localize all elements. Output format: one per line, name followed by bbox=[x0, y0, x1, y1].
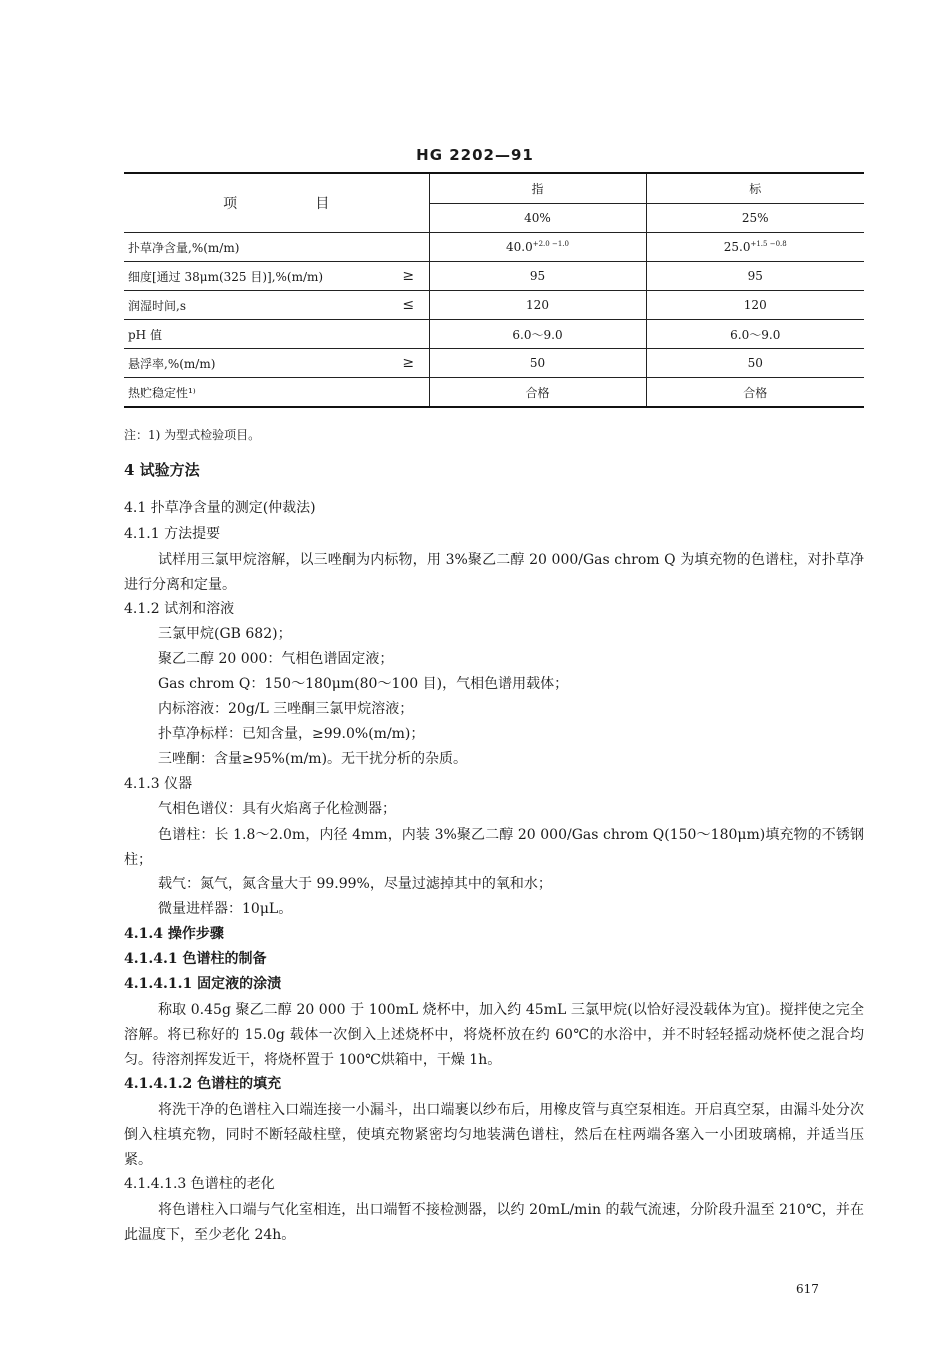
table-row bbox=[124, 291, 864, 320]
row-operator: ≥ bbox=[388, 349, 429, 378]
table-header-index-2: 标 bbox=[646, 173, 864, 203]
row-operator bbox=[388, 378, 429, 408]
table-header-25: 25% bbox=[646, 203, 864, 233]
section-4-1-4-1-3-title: 4.1.4.1.3 色谱柱的老化 bbox=[124, 1176, 275, 1192]
section-4-1-4-1-title: 4.1.4.1 色谱柱的制备 bbox=[124, 951, 267, 967]
spec-table bbox=[124, 172, 864, 408]
row-item: 细度[通过 38μm(325 目)],%(m/m) bbox=[124, 262, 388, 291]
paragraph-4-1-4-1-1: 称取 0.45g 聚乙二醇 20 000 于 100mL 烧杯中，加入约 45mL 三氯甲烷(以恰好浸没载体为宜)。搅拌使之完全溶解。将已称好的 15.0g 载体一次倒入上述烧杯中，将烧杯放在约 60℃的水浴中，并不时轻轻摇动烧杯使之混合均匀。待溶剂挥发近干，将烧杯置于 100℃烘箱中，干燥 1h。 bbox=[124, 1002, 864, 1068]
reagent-line: 扑草净标样：已知含量，≥99.0%(m/m)； bbox=[158, 726, 425, 742]
section-4-1-title: 4.1 扑草净含量的测定(仲裁法) bbox=[124, 500, 316, 516]
section-4-1-4-title: 4.1.4 操作步骤 bbox=[124, 926, 224, 942]
row-value-40 bbox=[429, 233, 646, 262]
document-code: HG 2202—91 bbox=[416, 146, 534, 164]
section-4-1-4-1-2-title: 4.1.4.1.2 色谱柱的填充 bbox=[124, 1076, 282, 1092]
row-value-25: 6.0～9.0 bbox=[646, 320, 864, 349]
row-operator bbox=[388, 233, 429, 262]
section-4-title: 4 试验方法 bbox=[124, 461, 200, 479]
table-header-index-1: 指 bbox=[429, 173, 646, 203]
value-25-main: 25.0 bbox=[723, 240, 751, 254]
section-4-1-3-title: 4.1.3 仪器 bbox=[124, 776, 193, 792]
table-note: 注：1) 为型式检验项目。 bbox=[124, 428, 261, 442]
table-header-item bbox=[124, 173, 429, 233]
paragraph-4-1-1: 试样用三氯甲烷溶解，以三唑酮为内标物，用 3%聚乙二醇 20 000/Gas chrom Q 为填充物的色谱柱，对扑草净进行分离和定量。 bbox=[124, 552, 864, 593]
row-value-40: 95 bbox=[429, 262, 646, 291]
reagent-line: 三氯甲烷(GB 682)； bbox=[158, 626, 292, 642]
page-number: 617 bbox=[796, 1282, 819, 1296]
paragraph-4-1-4-1-3: 将色谱柱入口端与气化室相连，出口端暂不接检测器，以约 20mL/min 的载气流速，分阶段升温至 210℃，并在此温度下，至少老化 24h。 bbox=[124, 1202, 864, 1243]
row-operator: ≥ bbox=[388, 262, 429, 291]
row-item: 热贮稳定性¹⁾ bbox=[124, 378, 388, 408]
paragraph-4-1-4-1-2: 将洗干净的色谱柱入口端连接一小漏斗，出口端裹以纱布后，用橡皮管与真空泵相连。开启真空泵，由漏斗处分次倒入柱填充物，同时不断轻敲柱壁，使填充物紧密均匀地装满色谱柱，然后在柱两端各塞入一小团玻璃棉，并适当压紧。 bbox=[124, 1102, 864, 1168]
value-40-tolerance: +2.0 −1.0 bbox=[532, 240, 569, 248]
row-value-25 bbox=[646, 233, 864, 262]
section-4-1-2-title: 4.1.2 试剂和溶液 bbox=[124, 601, 235, 617]
table-row bbox=[124, 378, 864, 408]
value-40-main: 40.0 bbox=[506, 240, 533, 254]
instrument-line: 色谱柱：长 1.8～2.0m，内径 4mm，内装 3%聚乙二醇 20 000/Gas chrom Q(150～180μm)填充物的不锈钢柱； bbox=[124, 827, 864, 868]
reagent-line: 内标溶液：20g/L 三唑酮三氯甲烷溶液； bbox=[158, 701, 414, 717]
instrument-line: 气相色谱仪：具有火焰离子化检测器； bbox=[158, 801, 396, 817]
row-value-25: 50 bbox=[646, 349, 864, 378]
row-operator: ≤ bbox=[388, 291, 429, 320]
instrument-line: 载气：氮气，氮含量大于 99.99%，尽量过滤掉其中的氧和水； bbox=[158, 876, 552, 892]
row-value-40: 合格 bbox=[429, 378, 646, 408]
section-4-1-1-title: 4.1.1 方法提要 bbox=[124, 526, 221, 542]
table-row bbox=[124, 349, 864, 378]
reagent-line: 三唑酮：含量≥95%(m/m)。无干扰分析的杂质。 bbox=[158, 751, 468, 767]
spec-table-wrapper bbox=[124, 172, 864, 408]
instrument-line: 微量进样器：10μL。 bbox=[158, 901, 293, 917]
row-value-40: 120 bbox=[429, 291, 646, 320]
row-item: 润湿时间,s bbox=[124, 291, 388, 320]
table-header-40: 40% bbox=[429, 203, 646, 233]
row-item: pH 值 bbox=[124, 320, 388, 349]
header-item-char-2: 目 bbox=[315, 196, 330, 212]
row-value-25: 120 bbox=[646, 291, 864, 320]
header-item-char-1: 项 bbox=[223, 196, 238, 212]
row-value-40: 50 bbox=[429, 349, 646, 378]
table-row bbox=[124, 262, 864, 291]
table-row bbox=[124, 233, 864, 262]
section-4-1-4-1-1-title: 4.1.4.1.1 固定液的涂渍 bbox=[124, 976, 282, 992]
reagent-line: 聚乙二醇 20 000：气相色谱固定液； bbox=[158, 651, 394, 667]
reagent-line: Gas chrom Q：150～180μm(80～100 目)，气相色谱用载体； bbox=[158, 676, 569, 692]
value-25-tolerance: +1.5 −0.8 bbox=[750, 240, 787, 248]
row-value-40: 6.0～9.0 bbox=[429, 320, 646, 349]
row-operator bbox=[388, 320, 429, 349]
row-value-25: 合格 bbox=[646, 378, 864, 408]
row-value-25: 95 bbox=[646, 262, 864, 291]
row-item: 扑草净含量,%(m/m) bbox=[124, 233, 388, 262]
row-item: 悬浮率,%(m/m) bbox=[124, 349, 388, 378]
table-row bbox=[124, 320, 864, 349]
